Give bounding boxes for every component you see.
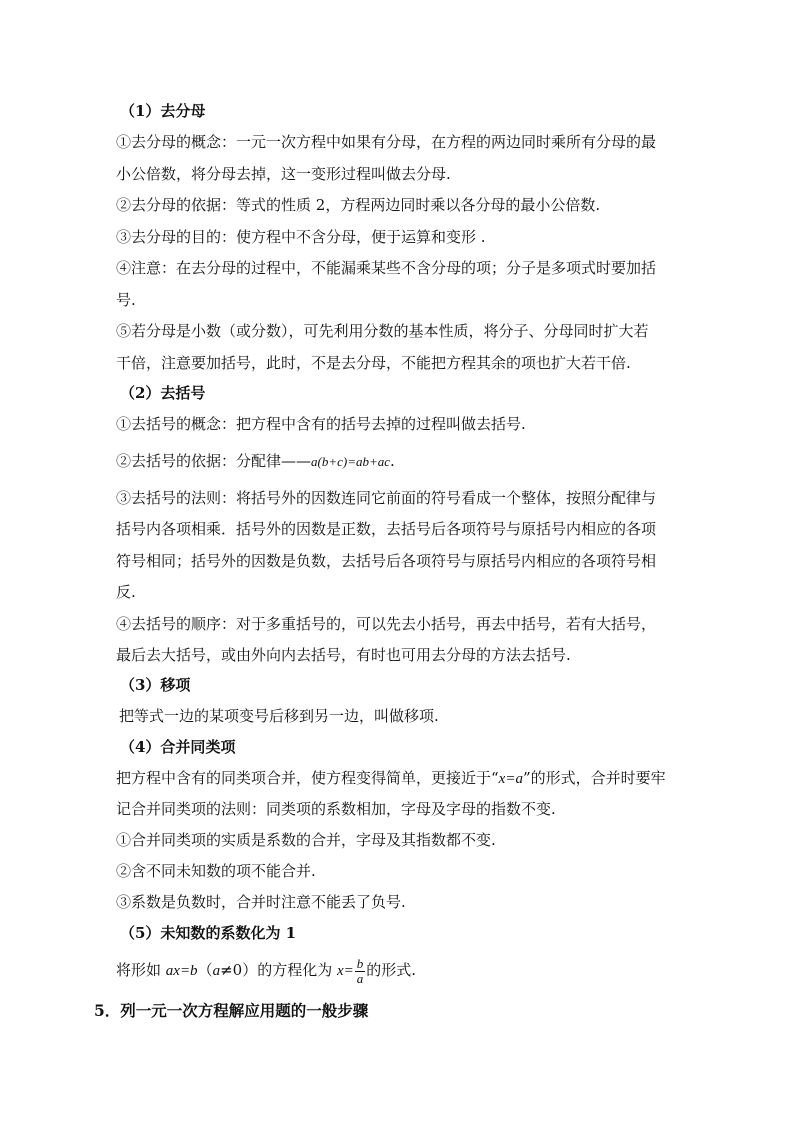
heading-coefficient-to-one: （5）未知数的系数化为 1 bbox=[120, 924, 297, 942]
fraction-numerator: b bbox=[356, 955, 364, 971]
text-segment: ≠0）的方程化为 bbox=[220, 961, 337, 979]
text-segment: 将形如 bbox=[116, 961, 166, 979]
text-line: 反. bbox=[116, 583, 136, 601]
text-line-formula bbox=[116, 451, 395, 472]
text-line: ③系数是负数时，合并时注意不能丢了负号. bbox=[116, 893, 406, 911]
text-line: ③去括号的法则：将括号外的因数连同它前面的符号看成一个整体，按照分配律与 bbox=[116, 489, 657, 507]
text-line: ②去分母的依据：等式的性质 2，方程两边同时乘以各分母的最小公倍数. bbox=[116, 196, 601, 214]
heading-transpose: （3）移项 bbox=[120, 676, 191, 694]
formula-suffix: . bbox=[390, 452, 395, 470]
text-line: ①去分母的概念：一元一次方程中如果有分母，在方程的两边同时乘所有分母的最 bbox=[116, 133, 657, 151]
formula-prefix: ②去括号的依据：分配律—— bbox=[116, 452, 312, 470]
math-x-equals: x= bbox=[336, 963, 354, 979]
text-line: 把等式一边的某项变号后移到另一边，叫做移项. bbox=[119, 707, 439, 725]
text-line: ③去分母的目的：使方程中不含分母，便于运算和变形 . bbox=[116, 228, 486, 246]
text-line: 括号内各项相乘．括号外的因数是正数，去括号后各项符号与原括号内相应的各项 bbox=[116, 520, 657, 538]
text-line: ②含不同未知数的项不能合并. bbox=[116, 862, 316, 880]
math-a: a bbox=[212, 963, 221, 979]
text-segment: ”的形式，合并时要牢 bbox=[522, 769, 666, 787]
text-line: ①合并同类项的实质是系数的合并，字母及其指数都不变. bbox=[116, 831, 496, 849]
heading-remove-denominator: （1）去分母 bbox=[120, 102, 206, 120]
text-line-fraction bbox=[116, 953, 416, 988]
text-line bbox=[116, 768, 666, 789]
section-heading-5: 5．列一元一次方程解应用题的一般步骤 bbox=[94, 1001, 369, 1020]
math-ax-equals-b: ax=b bbox=[165, 963, 198, 979]
text-line: 符号相同；括号外的因数是负数，去括号后各项符号与原括号内相应的各项符号相 bbox=[116, 552, 657, 570]
math-x-equals-a: x=a bbox=[498, 771, 523, 787]
fraction-denominator: a bbox=[356, 970, 364, 986]
text-segment: 的形式. bbox=[366, 961, 417, 979]
text-line: 记合并同类项的法则：同类项的系数相加，字母及字母的指数不变. bbox=[116, 800, 556, 818]
text-line: 号. bbox=[116, 291, 136, 309]
text-line: 最后去大括号，或由外向内去括号，有时也可用去分母的方法去括号. bbox=[116, 646, 571, 664]
text-segment: 把方程中含有的同类项合并，使方程变得简单，更接近于“ bbox=[116, 769, 499, 787]
distributive-formula: a(b+c)=ab+ac bbox=[311, 454, 391, 469]
text-segment: （ bbox=[197, 961, 213, 979]
text-line: ④注意：在去分母的过程中，不能漏乘某些不含分母的项；分子是多项式时要加括 bbox=[116, 259, 657, 277]
text-line: ④去括号的顺序：对于多重括号的，可以先去小括号，再去中括号，若有大括号， bbox=[116, 615, 657, 633]
heading-combine-like-terms: （4）合并同类项 bbox=[120, 738, 236, 756]
text-line: 小公倍数，将分母去掉，这一变形过程叫做去分母. bbox=[116, 165, 451, 183]
text-line: 干倍，注意要加括号，此时，不是去分母，不能把方程其余的项也扩大若干倍. bbox=[116, 354, 631, 372]
text-line: ⑤若分母是小数（或分数），可先利用分数的基本性质，将分子、分母同时扩大若 bbox=[116, 322, 649, 340]
fraction-b-over-a bbox=[355, 957, 366, 986]
heading-remove-brackets: （2）去括号 bbox=[120, 384, 206, 402]
text-line: ①去括号的概念：把方程中含有的括号去掉的过程叫做去括号. bbox=[116, 415, 526, 433]
